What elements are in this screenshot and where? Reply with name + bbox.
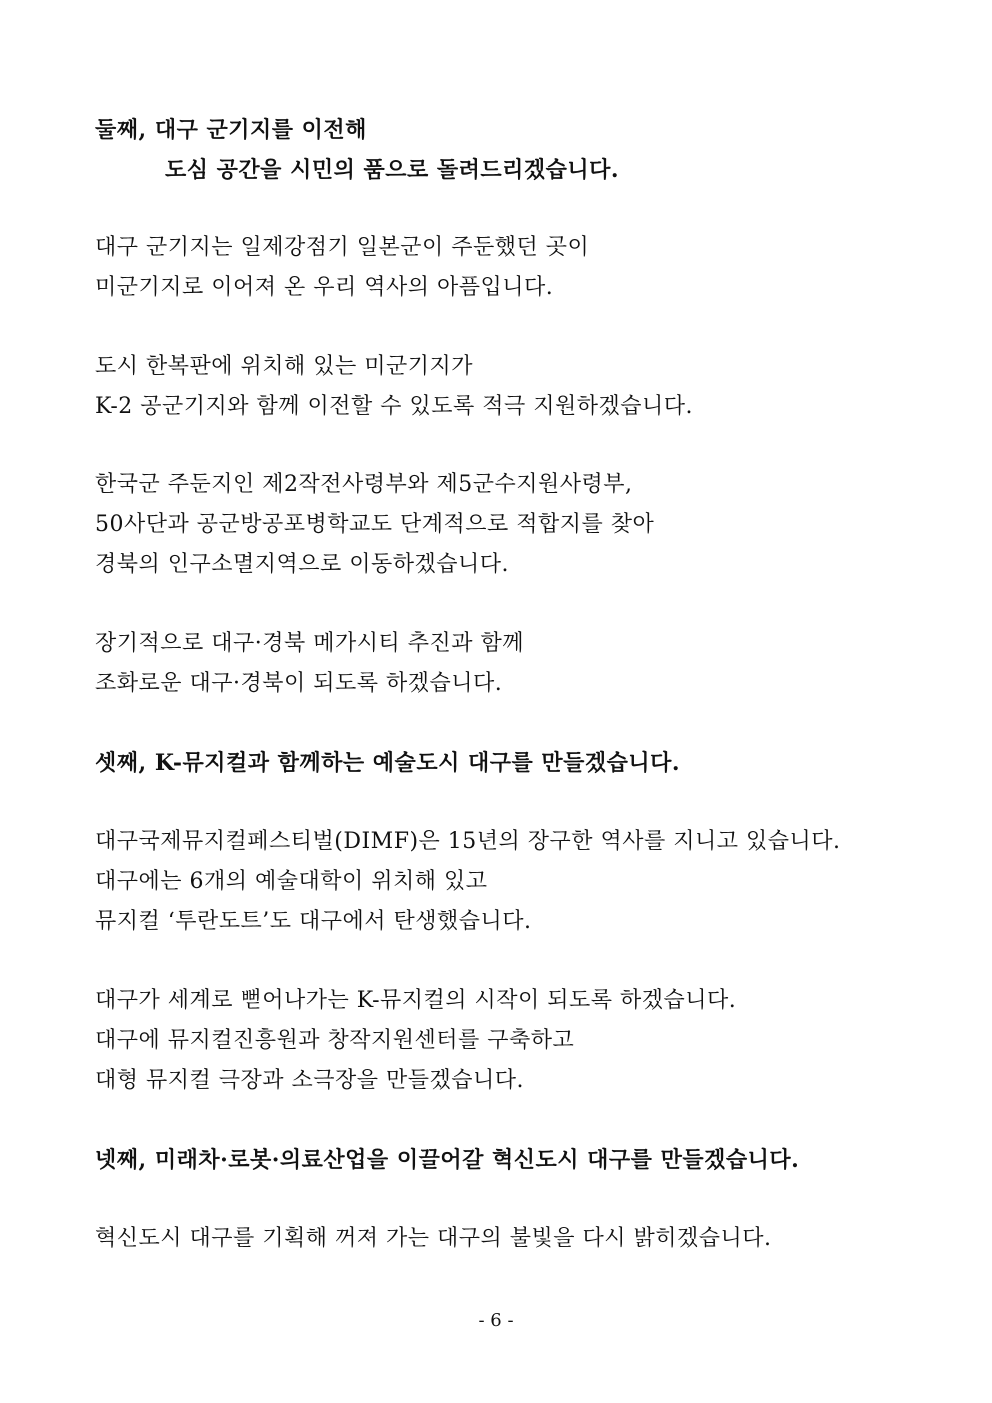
paragraph-dimf-line-1: 대구국제뮤지컬페스티벌(DIMF)은 15년의 장구한 역사를 지니고 있습니다. <box>95 829 841 854</box>
paragraph-korean-army-relocation-line-2: 50사단과 공군방공포병학교도 단계적으로 적합지를 찾아 <box>95 512 655 537</box>
paragraph-dimf-line-2: 대구에는 6개의 예술대학이 위치해 있고 <box>95 869 488 894</box>
paragraph-megacity-line-2: 조화로운 대구·경북이 되도록 하겠습니다. <box>95 671 503 696</box>
paragraph-korean-army-relocation-line-3: 경북의 인구소멸지역으로 이동하겠습니다. <box>95 552 510 577</box>
section-heading-three: 셋째, K-뮤지컬과 함께하는 예술도시 대구를 만들겠습니다. <box>95 750 681 776</box>
paragraph-us-base-relocation-line-2: K-2 공군기지와 함께 이전할 수 있도록 적극 지원하겠습니다. <box>95 394 694 419</box>
paragraph-k-musical-line-1: 대구가 세계로 뻗어나가는 K-뮤지컬의 시작이 되도록 하겠습니다. <box>95 988 737 1013</box>
paragraph-military-base-history-line-2: 미군기지로 이어져 온 우리 역사의 아픔입니다. <box>95 275 554 300</box>
paragraph-innovation-city-line-1: 혁신도시 대구를 기획해 꺼져 가는 대구의 불빛을 다시 밝히겠습니다. <box>95 1226 772 1251</box>
section-heading-two-line-2: 도심 공간을 시민의 품으로 돌려드리겠습니다. <box>165 157 620 183</box>
section-heading-two-line-1: 둘째, 대구 군기지를 이전해 <box>95 117 367 143</box>
page-number: - 6 - <box>478 1310 514 1331</box>
section-heading-four: 넷째, 미래차·로봇·의료산업을 이끌어갈 혁신도시 대구를 만들겠습니다. <box>95 1147 800 1173</box>
paragraph-k-musical-line-3: 대형 뮤지컬 극장과 소극장을 만들겠습니다. <box>95 1068 525 1093</box>
paragraph-military-base-history-line-1: 대구 군기지는 일제강점기 일본군이 주둔했던 곳이 <box>95 235 590 260</box>
paragraph-megacity-line-1: 장기적으로 대구·경북 메가시티 추진과 함께 <box>95 631 525 656</box>
paragraph-us-base-relocation-line-1: 도시 한복판에 위치해 있는 미군기지가 <box>95 354 474 379</box>
paragraph-k-musical-line-2: 대구에 뮤지컬진흥원과 창작지원센터를 구축하고 <box>95 1028 575 1053</box>
paragraph-dimf-line-3: 뮤지컬 ‘투란도트’도 대구에서 탄생했습니다. <box>95 909 532 934</box>
paragraph-korean-army-relocation-line-1: 한국군 주둔지인 제2작전사령부와 제5군수지원사령부, <box>95 472 633 497</box>
